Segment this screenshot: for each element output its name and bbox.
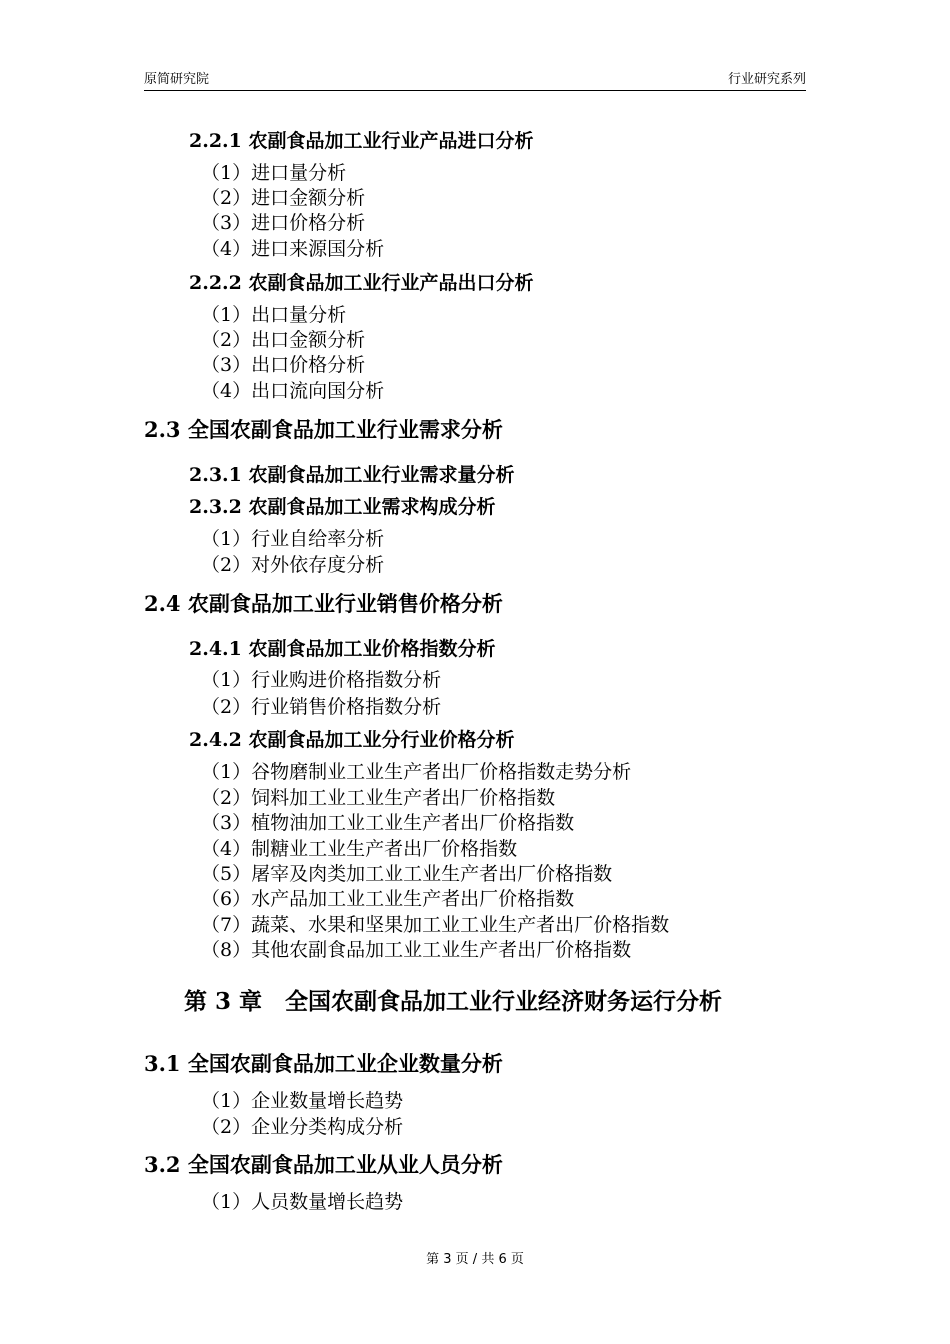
toc-list-item: （1）企业数量增长趋势 (201, 1090, 404, 1112)
toc-list-item: （1）行业自给率分析 (201, 528, 385, 550)
toc-list-item: （1）进口量分析 (201, 162, 347, 184)
toc-list-item: （2）饲料加工业工业生产者出厂价格指数 (201, 787, 556, 809)
toc-subsection-heading: 2.4.2 农副食品加工业分行业价格分析 (189, 729, 515, 751)
toc-list-item: （2）出口金额分析 (201, 329, 366, 351)
toc-list-item: （1）人员数量增长趋势 (201, 1191, 404, 1213)
toc-subsection-heading: 2.4.1 农副食品加工业价格指数分析 (189, 638, 496, 660)
toc-list-item: （1）谷物磨制业工业生产者出厂价格指数走势分析 (201, 761, 632, 783)
toc-list-item: （1）出口量分析 (201, 304, 347, 326)
toc-section-heading: 2.4 农副食品加工业行业销售价格分析 (144, 591, 503, 616)
toc-list-item: （5）屠宰及肉类加工业工业生产者出厂价格指数 (201, 863, 613, 885)
toc-list-item: （7）蔬菜、水果和坚果加工业工业生产者出厂价格指数 (201, 914, 670, 936)
toc-section-heading: 3.1 全国农副食品加工业企业数量分析 (144, 1051, 503, 1076)
toc-list-item: （2）行业销售价格指数分析 (201, 696, 442, 718)
toc-list-item: （3）进口价格分析 (201, 212, 366, 234)
toc-list-item: （4）进口来源国分析 (201, 238, 385, 260)
toc-chapter-heading: 第 3 章 全国农副食品加工业行业经济财务运行分析 (184, 988, 723, 1015)
toc-subsection-heading: 2.3.2 农副食品加工业需求构成分析 (189, 496, 496, 518)
header-org-name: 原简研究院 (144, 72, 210, 87)
toc-list-item: （6）水产品加工业工业生产者出厂价格指数 (201, 888, 575, 910)
toc-list-item: （8）其他农副食品加工业工业生产者出厂价格指数 (201, 939, 632, 961)
header-series-name: 行业研究系列 (727, 72, 806, 87)
toc-list-item: （2）进口金额分析 (201, 187, 366, 209)
toc-list-item: （4）出口流向国分析 (201, 380, 385, 402)
toc-list-item: （2）企业分类构成分析 (201, 1116, 404, 1138)
toc-list-item: （3）出口价格分析 (201, 354, 366, 376)
toc-list-item: （3）植物油加工业工业生产者出厂价格指数 (201, 812, 575, 834)
toc-list-item: （4）制糖业工业生产者出厂价格指数 (201, 838, 518, 860)
toc-subsection-heading: 2.3.1 农副食品加工业行业需求量分析 (189, 464, 515, 486)
toc-section-heading: 2.3 全国农副食品加工业行业需求分析 (144, 417, 503, 442)
toc-list-item: （1）行业购进价格指数分析 (201, 669, 442, 691)
toc-subsection-heading: 2.2.2 农副食品加工业行业产品出口分析 (189, 272, 534, 294)
page-header (144, 64, 806, 91)
toc-section-heading: 3.2 全国农副食品加工业从业人员分析 (144, 1152, 503, 1177)
toc-list-item: （2）对外依存度分析 (201, 554, 385, 576)
page-number-footer: 第 3 页 / 共 6 页 (426, 1252, 524, 1267)
toc-subsection-heading: 2.2.1 农副食品加工业行业产品进口分析 (189, 130, 534, 152)
